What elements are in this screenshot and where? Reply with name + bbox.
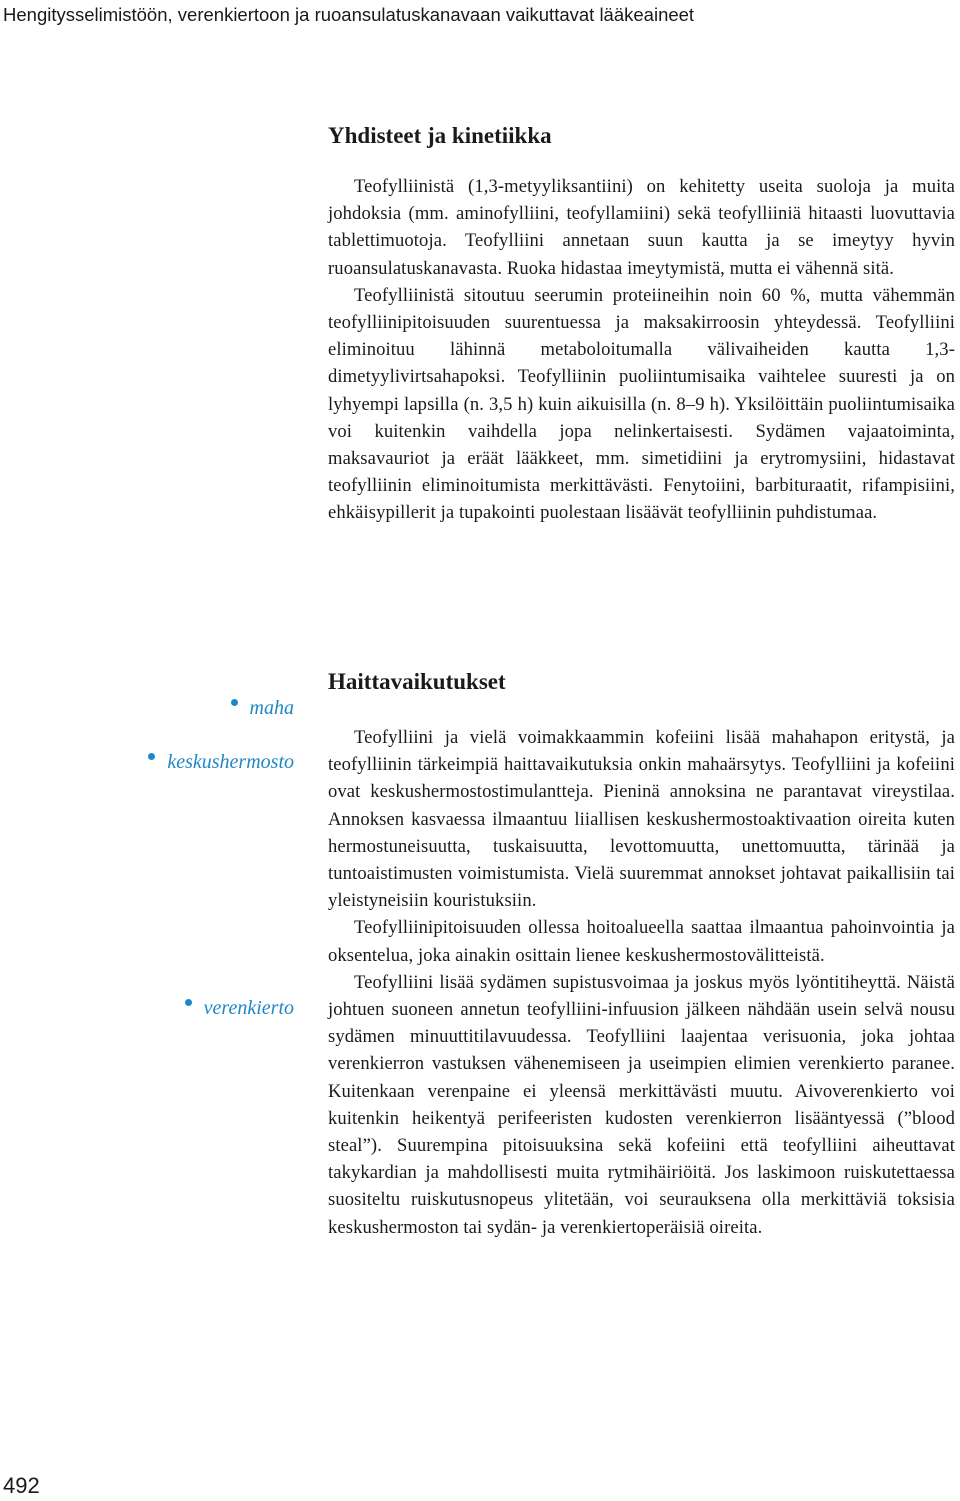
- section-side-effects: [328, 667, 955, 1241]
- paragraph: Teofylliini ja vielä voimakkaammin kofeiini lisää mahahapon eritystä, ja teofylliinin tärkeimpiä haittavaikutuksia onkin mahaärsytys. Teofylliini ja kofeiini ovat keskushermostostimulantteja. Pieninä annoksina ne parantavat vireystilaa. Annoksen kasvaessa ilmaantuu liiallisen keskushermostoaktivaation oireita kuten hermostuneisuutta, tuskaisuutta, levottomuutta, unettomuutta, tärinää ja tuntoaistimusten voimistumista. Vielä suuremmat annokset johtavat paikallisiin tai yleistyneisiin kouristuksiin.: [328, 727, 955, 912]
- section-heading-side-effects: Haittavaikutukset: [328, 669, 506, 694]
- margin-note-maha: [231, 697, 294, 720]
- margin-note-verenkierto: [185, 997, 294, 1020]
- running-header: Hengitysselimistöön, verenkiertoon ja ruoansulatuskanavaan vaikuttavat lääkeaineet: [3, 4, 695, 25]
- bullet-icon: [231, 699, 238, 706]
- page-number: 492: [3, 1473, 40, 1498]
- bullet-icon: [148, 753, 155, 760]
- section-heading-kinetics: Yhdisteet ja kinetiikka: [328, 123, 552, 148]
- paragraph: Teofylliinistä (1,3-metyyliksantiini) on kehitetty useita suoloja ja muita johdoksia (mm. aminofylliini, teofyllamiini) sekä teofylliiniä hitaasti luovuttavia tablettimuotoja. Teofylliini annetaan suun kautta ja se imeytyy hyvin ruoansulatuskanavasta. Ruoka hidastaa imeytymistä, mutta ei vähennä sitä.: [328, 176, 955, 279]
- margin-note-label: keskushermosto: [167, 751, 294, 773]
- margin-note-label: maha: [249, 697, 294, 719]
- paragraph: Teofylliinistä sitoutuu seerumin proteiineihin noin 60 %, mutta vähemmän teofylliinipitoisuuden suurentuessa ja maksakirroosin yhteydessä. Teofylliini eliminoituu lähinnä metaboloitumalla välivaiheiden kautta 1,3-dimetyylivirtsahapoksi. Teofylliinin puoliintumisaika vaihtelee suuresti ja on lyhyempi lapsilla (n. 3,5 h) kuin aikuisilla (n. 8–9 h). Yksilöittäin puoliintumisaika voi kuitenkin vaihdella jopa nelinkertaisesti. Sydämen vajaatoiminta, maksavauriot ja eräät lääkkeet, mm. simetidiini ja erytromysiini, hidastavat teofylliinin eliminoitumista merkittävästi. Fenytoiini, barbituraatit, rifampisiini, ehkäisypillerit ja tupakointi puolestaan lisäävät teofylliinin puhdistumaa.: [328, 284, 955, 524]
- paragraph: Teofylliini lisää sydämen supistusvoimaa ja joskus myös lyöntitiheyttä. Näistä johtuen suoneen annetun teofylliini-infuusion jälkeen nähdään usein selvä nousu sydämen minuuttitilavuudessa. Teofylliini laajentaa verisuonia, joka johtaa verenkierron vastuksen vähenemiseen ja useimpien elimien verenkierto paranee. Kuitenkaan verenpaine ei yleensä merkittävästi muutu. Aivoverenkierto voi kuitenkin heikentyä perifeeristen kudosten verenkierron lisääntyessä (”blood steal”). Suurempina pitoisuuksina sekä kofeiini että teofylliini aiheuttavat takykardian ja mahdollisesti muita rytmihäiriöitä. Jos laskimoon ruiskutettaessa suositeltu ruiskutusnopeus ylitetään, voi seurauksena olla merkittäviä toksisia keskushermoston tai sydän- ja verenkiertoperäisiä oireita.: [328, 971, 955, 1238]
- bullet-icon: [185, 999, 192, 1006]
- paragraph: Teofylliinipitoisuuden ollessa hoitoalueella saattaa ilmaantua pahoinvointia ja oksentelua, joka ainakin osittain lienee keskushermostovälitteistä.: [328, 917, 955, 966]
- margin-note-label: verenkierto: [203, 997, 294, 1019]
- section-kinetics: [328, 121, 955, 527]
- margin-note-keskushermosto: [148, 751, 294, 774]
